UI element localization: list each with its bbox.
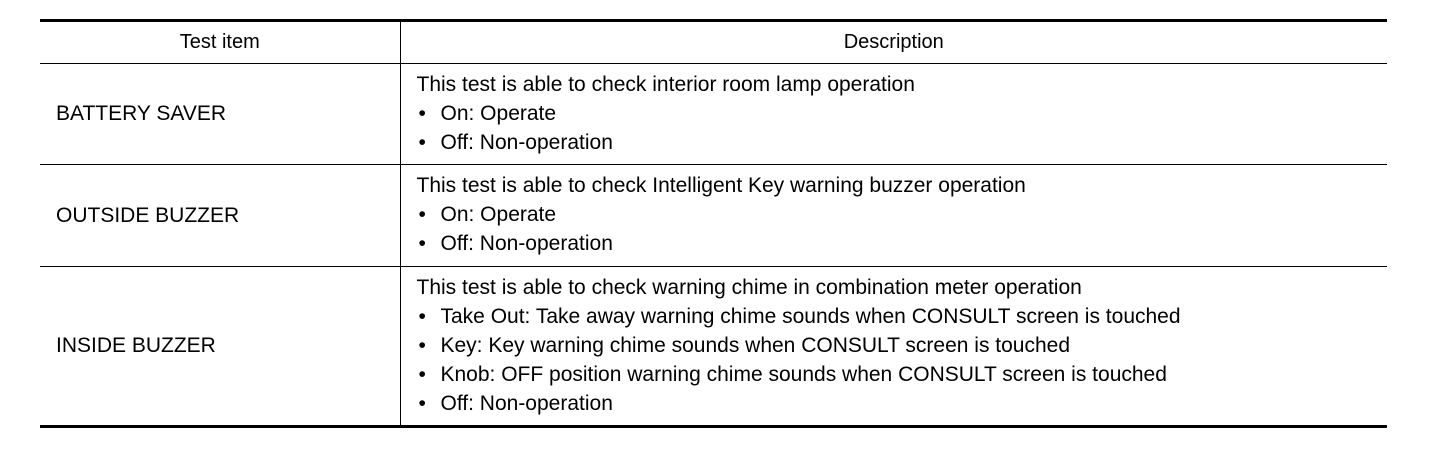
bullet-item: • On: Operate <box>417 200 1388 229</box>
description-cell <box>400 64 1387 165</box>
table-row <box>40 267 1387 427</box>
bullet-text: Key: Key warning chime sounds when CONSULT screen is touched <box>440 333 1071 357</box>
bullet-item: • Take Out: Take away warning chime sounds when CONSULT screen is touched <box>417 302 1388 331</box>
bullet-text: Off: Non-operation <box>440 232 613 255</box>
bullet-item: • Key: Key warning chime sounds when CONSULT screen is touched <box>417 331 1388 360</box>
table-row <box>40 64 1387 165</box>
description-intro: This test is able to check interior room lamp operation <box>416 72 915 96</box>
description-cell <box>400 165 1387 267</box>
description-cell <box>400 267 1387 427</box>
test-item-cell: OUTSIDE BUZZER <box>40 165 400 267</box>
bullet-text: Knob: OFF position warning chime sounds when CONSULT screen is touched <box>440 362 1167 386</box>
table-header-row <box>40 21 1387 64</box>
bullet-text: On: Operate <box>440 203 557 226</box>
bullet-text: Off: Non-operation <box>440 391 613 415</box>
bullet-item: • Off: Non-operation <box>417 229 1388 258</box>
bullet-text: On: Operate <box>440 101 557 125</box>
bullet-item: • Off: Non-operation <box>417 128 1388 157</box>
active-test-table <box>40 19 1387 428</box>
test-item-cell: BATTERY SAVER <box>40 64 400 165</box>
bullet-text: Take Out: Take away warning chime sounds when CONSULT screen is touched <box>440 304 1181 328</box>
bullet-item: • Off: Non-operation <box>417 389 1388 418</box>
test-item-cell: INSIDE BUZZER <box>40 267 400 427</box>
header-test-item: Test item <box>40 21 400 64</box>
description-intro: This test is able to check warning chime in combination meter operation <box>416 275 1082 299</box>
bullet-item: • On: Operate <box>417 99 1388 128</box>
bullet-text: Off: Non-operation <box>440 130 613 154</box>
header-description: Description <box>400 21 1387 64</box>
description-intro: This test is able to check Intelligent Key warning buzzer operation <box>416 174 1026 197</box>
bullet-item: • Knob: OFF position warning chime sounds when CONSULT screen is touched <box>417 360 1388 389</box>
table-row <box>40 165 1387 267</box>
